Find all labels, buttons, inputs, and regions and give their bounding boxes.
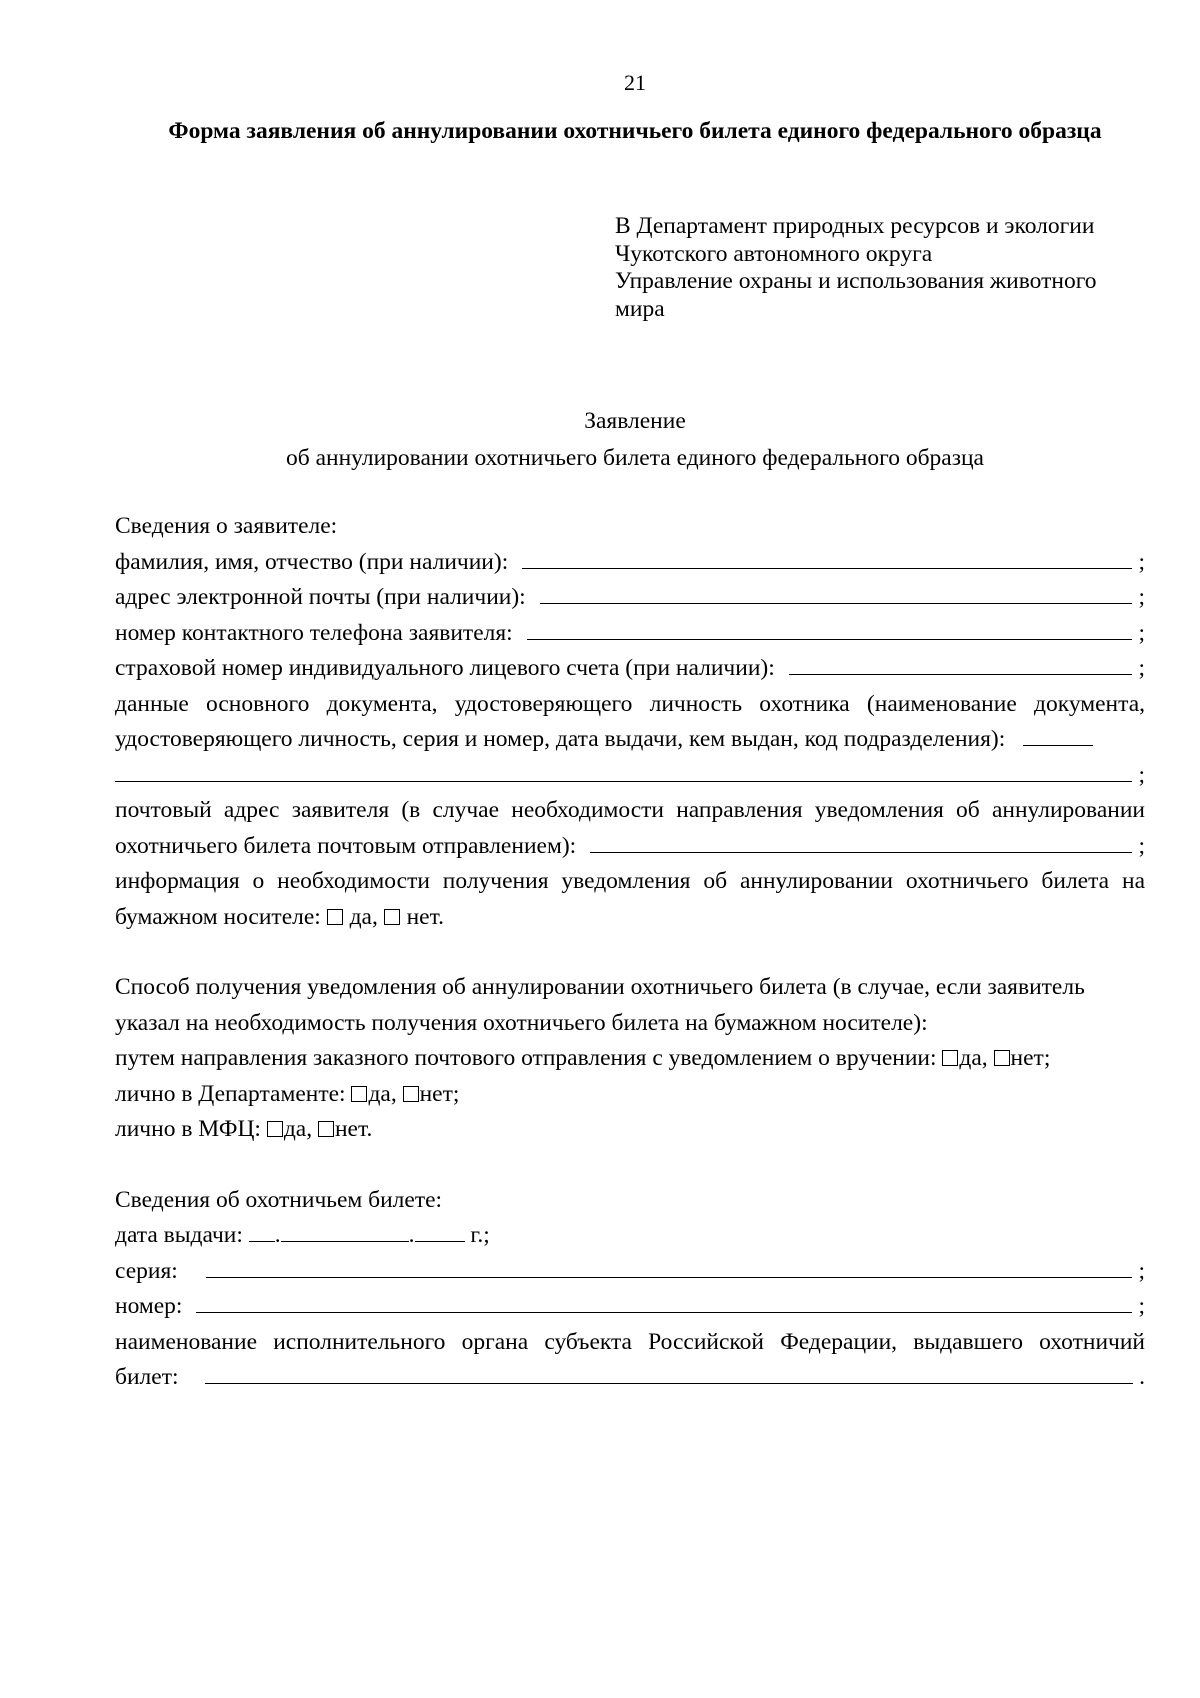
addressee-block <box>615 213 1097 323</box>
phone-label: номер контактного телефона заявителя: <box>115 619 513 646</box>
department-yes-checkbox[interactable] <box>351 1086 367 1102</box>
delivery-department-row <box>115 1077 1145 1113</box>
semicolon: ; <box>1138 619 1145 646</box>
paper-yes-checkbox[interactable] <box>327 909 343 925</box>
email-label: адрес электронной почты (при наличии): <box>115 584 526 610</box>
department-no-checkbox[interactable] <box>403 1086 419 1102</box>
issue-month-field[interactable] <box>281 1240 409 1242</box>
identity-doc-field[interactable] <box>115 780 1132 782</box>
issue-date-row <box>115 1218 1145 1254</box>
paper-notice-label: бумажном носителе: <box>115 903 321 930</box>
series-field[interactable] <box>206 1276 1133 1278</box>
number-label: номер: <box>115 1293 183 1319</box>
issue-day-field[interactable] <box>249 1240 275 1242</box>
issuing-authority-label: билет: <box>115 1364 179 1390</box>
addressee-line: Управление охраны и использования животного <box>615 268 1097 294</box>
license-section-title: Сведения об охотничьем билете: <box>115 1186 443 1213</box>
identity-doc-text: данные основного документа, удостоверяющего личность охотника (наименование документа, <box>115 690 1145 717</box>
document-subtitle: об аннулировании охотничьего билета единого федерального образца <box>286 445 984 471</box>
mail-yes-label: да, <box>959 1045 988 1071</box>
semicolon: ; <box>1138 761 1145 788</box>
email-row <box>115 580 1145 616</box>
snils-row <box>115 651 1145 687</box>
document-heading <box>0 403 1200 477</box>
form-body <box>115 509 1145 1396</box>
applicant-section-title: Сведения о заявителе: <box>115 513 338 539</box>
addressee-line: мира <box>615 295 665 322</box>
issue-year-field[interactable] <box>415 1240 465 1242</box>
delivery-text: Способ получения уведомления об аннулировании охотничьего билета (в случае, если заявитель <box>115 974 1085 1000</box>
issuing-authority-row <box>115 1360 1145 1396</box>
paper-yes-label: да, <box>343 903 378 930</box>
email-field[interactable] <box>540 602 1133 604</box>
addressee-line: Чукотского автономного округа <box>615 240 933 267</box>
department-no-label: нет; <box>419 1080 460 1107</box>
snils-field[interactable] <box>789 673 1133 675</box>
identity-doc-text-2: удостоверяющего личность, серия и номер, дата выдачи, кем выдан, код подразделения): <box>115 726 1006 752</box>
year-suffix: г.; <box>470 1222 490 1248</box>
mail-yes-checkbox[interactable] <box>942 1050 958 1066</box>
issuing-authority-text: наименование исполнительного органа субъекта Российской Федерации, выдавшего охотничий <box>115 1328 1145 1355</box>
paper-no-checkbox[interactable] <box>384 909 400 925</box>
page-number: 21 <box>624 70 646 95</box>
mfc-yes-label: да, <box>283 1116 313 1142</box>
number-row <box>115 1289 1145 1325</box>
date-dot: . <box>408 1222 415 1248</box>
identity-doc-row <box>115 722 1145 758</box>
date-dot: . <box>274 1222 281 1248</box>
mfc-yes-checkbox[interactable] <box>267 1121 283 1137</box>
semicolon: ; <box>1138 1293 1145 1319</box>
identity-doc-field-start[interactable] <box>1023 744 1093 746</box>
semicolon: ; <box>1138 1257 1145 1284</box>
fio-label: фамилия, имя, отчество (при наличии): <box>115 548 509 575</box>
delivery-text-2: указал на необходимость получения охотничьего билета на бумажном носителе): <box>115 1009 928 1036</box>
fio-field[interactable] <box>522 567 1132 569</box>
semicolon: ; <box>1138 655 1145 681</box>
paper-no-label: нет. <box>400 903 444 930</box>
mfc-no-label: нет. <box>334 1116 373 1142</box>
series-row <box>115 1254 1145 1290</box>
document-title: Заявление <box>584 408 686 434</box>
semicolon: ; <box>1138 584 1145 610</box>
form-title: Форма заявления об аннулировании охотничьего билета единого федерального образца <box>168 118 1102 144</box>
paper-notice-text: информация о необходимости получения уведомления об аннулировании охотничьего билета на <box>115 868 1145 894</box>
fio-row <box>115 545 1145 581</box>
issue-date-label: дата выдачи: <box>115 1222 243 1248</box>
postal-address-row <box>115 829 1145 865</box>
snils-label: страховой номер индивидуального лицевого счета (при наличии): <box>115 655 775 681</box>
postal-address-text: почтовый адрес заявителя (в случае необходимости направления уведомления об аннулировании <box>115 797 1145 823</box>
identity-doc-field-row <box>115 758 1145 794</box>
postal-address-label: охотничьего билета почтовым отправлением): <box>115 832 577 859</box>
postal-address-field[interactable] <box>590 851 1132 853</box>
semicolon: ; <box>1138 548 1145 575</box>
delivery-mfc-label: лично в МФЦ: <box>115 1116 261 1142</box>
series-label: серия: <box>115 1257 178 1284</box>
mfc-no-checkbox[interactable] <box>318 1121 334 1137</box>
period: . <box>1139 1364 1145 1390</box>
phone-row <box>115 616 1145 652</box>
delivery-mail-row <box>115 1041 1145 1077</box>
department-yes-label: да, <box>368 1080 397 1107</box>
number-field[interactable] <box>196 1311 1132 1313</box>
paper-notice-row <box>115 900 1145 936</box>
mail-no-label: нет; <box>1010 1045 1051 1071</box>
phone-field[interactable] <box>527 638 1133 640</box>
delivery-mail-label: путем направления заказного почтового отправления с уведомлением о вручении: <box>115 1045 937 1071</box>
issuing-authority-field[interactable] <box>205 1382 1134 1384</box>
addressee-line: В Департамент природных ресурсов и экологии <box>615 213 1095 239</box>
delivery-mfc-row <box>115 1112 1145 1148</box>
semicolon: ; <box>1138 832 1145 859</box>
delivery-department-label: лично в Департаменте: <box>115 1080 346 1107</box>
mail-no-checkbox[interactable] <box>994 1050 1010 1066</box>
